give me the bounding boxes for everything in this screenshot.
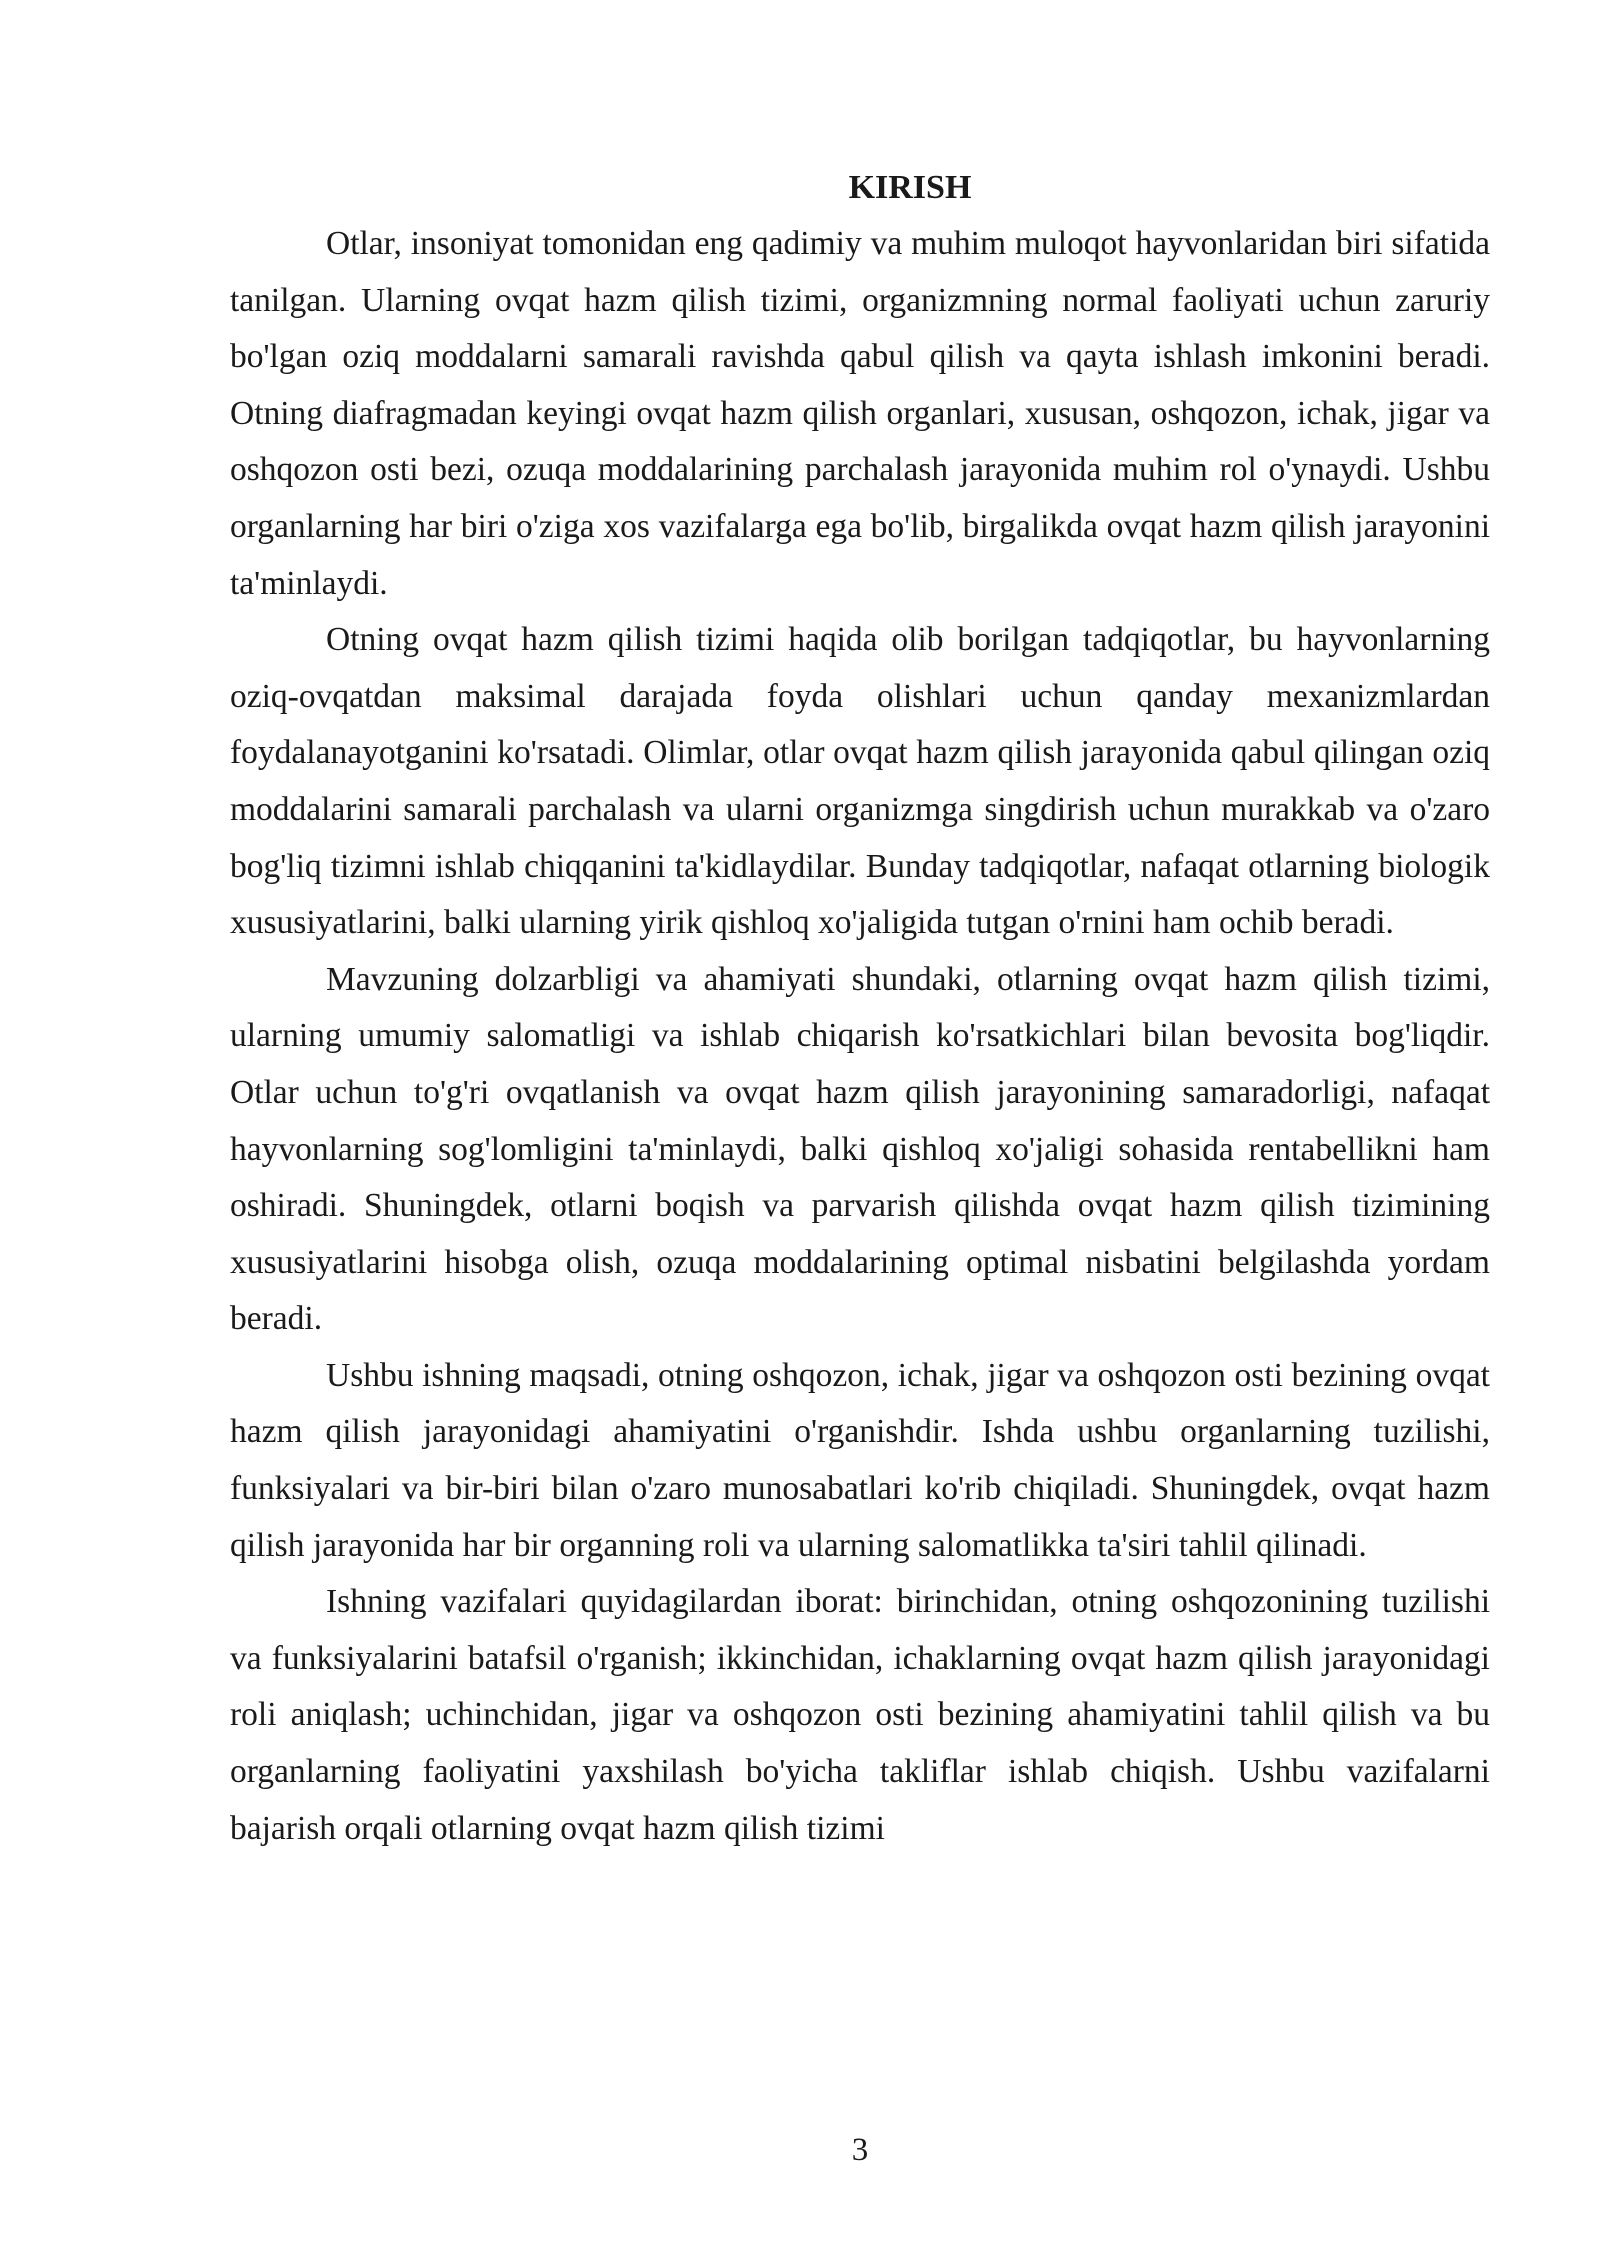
paragraph-tasks: Ishning vazifalari quyidagilardan iborat: birinchidan, otning oshqozonining tuzilishi va funksiyalarini batafsil o'rganish; ikkinchidan, ichaklarning ovqat hazm qilish jarayonidagi roli aniqlash; uchinchidan, jigar va oshqozon osti bezining ahamiyatini tahlil qilish va bu organlarning faoliyatini yaxshilash bo'yicha takliflar ishlab chiqish. Ushbu vazifalarni bajarish orqali otlarning ovqat hazm qilish tizimi — [230, 1583, 1490, 1847]
paragraph-relevance: Mavzuning dolzarbligi va ahamiyati shundaki, otlarning ovqat hazm qilish tizimi, ularning umumiy salomatligi va ishlab chiqarish ko'rsatkichlari bilan bevosita bog'liqdir. Otlar uchun to'g'ri ovqatlanish va ovqat hazm qilish jarayonining samaradorligi, nafaqat hayvonlarning sog'lomligini ta'minlaydi, balki qishloq xo'jaligi sohasida rentabellikni ham oshiradi. Shuningdek, otlarni boqish va parvarish qilishda ovqat hazm qilish tizimining xususiyatlarini hisobga olish, ozuqa moddalarining optimal nisbatini belgilashda yordam beradi. — [230, 960, 1490, 1338]
page-number: 3 — [851, 2132, 869, 2168]
paragraph-research: Otning ovqat hazm qilish tizimi haqida olib borilgan tadqiqotlar, bu hayvonlarning oziq-ovqatdan maksimal darajada foyda olishlari uchun qanday mexanizmlardan foydalanayotganini ko'rsatadi. Olimlar, otlar ovqat hazm qilish jarayonida qabul qilingan oziq moddalarini samarali parchalash va ularni organizmga singdirish uchun murakkab va o'zaro bog'liq tizimni ishlab chiqqanini ta'kidlaydilar. Bunday tadqiqotlar, nafaqat otlarning biologik xususiyatlarini, balki ularning yirik qishloq xo'jaligida tutgan o'rnini ham ochib beradi. — [230, 621, 1490, 942]
page-content — [230, 160, 1490, 1857]
paragraph-goal: Ushbu ishning maqsadi, otning oshqozon, ichak, jigar va oshqozon osti bezining ovqat hazm qilish jarayonidagi ahamiyatini o'rganishdir. Ishda ushbu organlarning tuzilishi, funksiyalari va bir-biri bilan o'zaro munosabatlari ko'rib chiqiladi. Shuningdek, ovqat hazm qilish jarayonida har bir organning roli va ularning salomatlikka ta'siri tahlil qilinadi. — [230, 1356, 1490, 1564]
paragraph-intro: Otlar, insoniyat tomonidan eng qadimiy va muhim muloqot hayvonlaridan biri sifatida tanilgan. Ularning ovqat hazm qilish tizimi, organizmning normal faoliyati uchun zaruriy bo'lgan oziq moddalarni samarali ravishda qabul qilish va qayta ishlash imkonini beradi. Otning diafragmadan keyingi ovqat hazm qilish organlari, xususan, oshqozon, ichak, jigar va oshqozon osti bezi, ozuqa moddalarining parchalash jarayonida muhim rol o'ynaydi. Ushbu organlarning har biri o'ziga xos vazifalarga ega bo'lib, birgalikda ovqat hazm qilish jarayonini ta'minlaydi. — [230, 225, 1490, 602]
section-title: KIRISH — [848, 169, 972, 206]
